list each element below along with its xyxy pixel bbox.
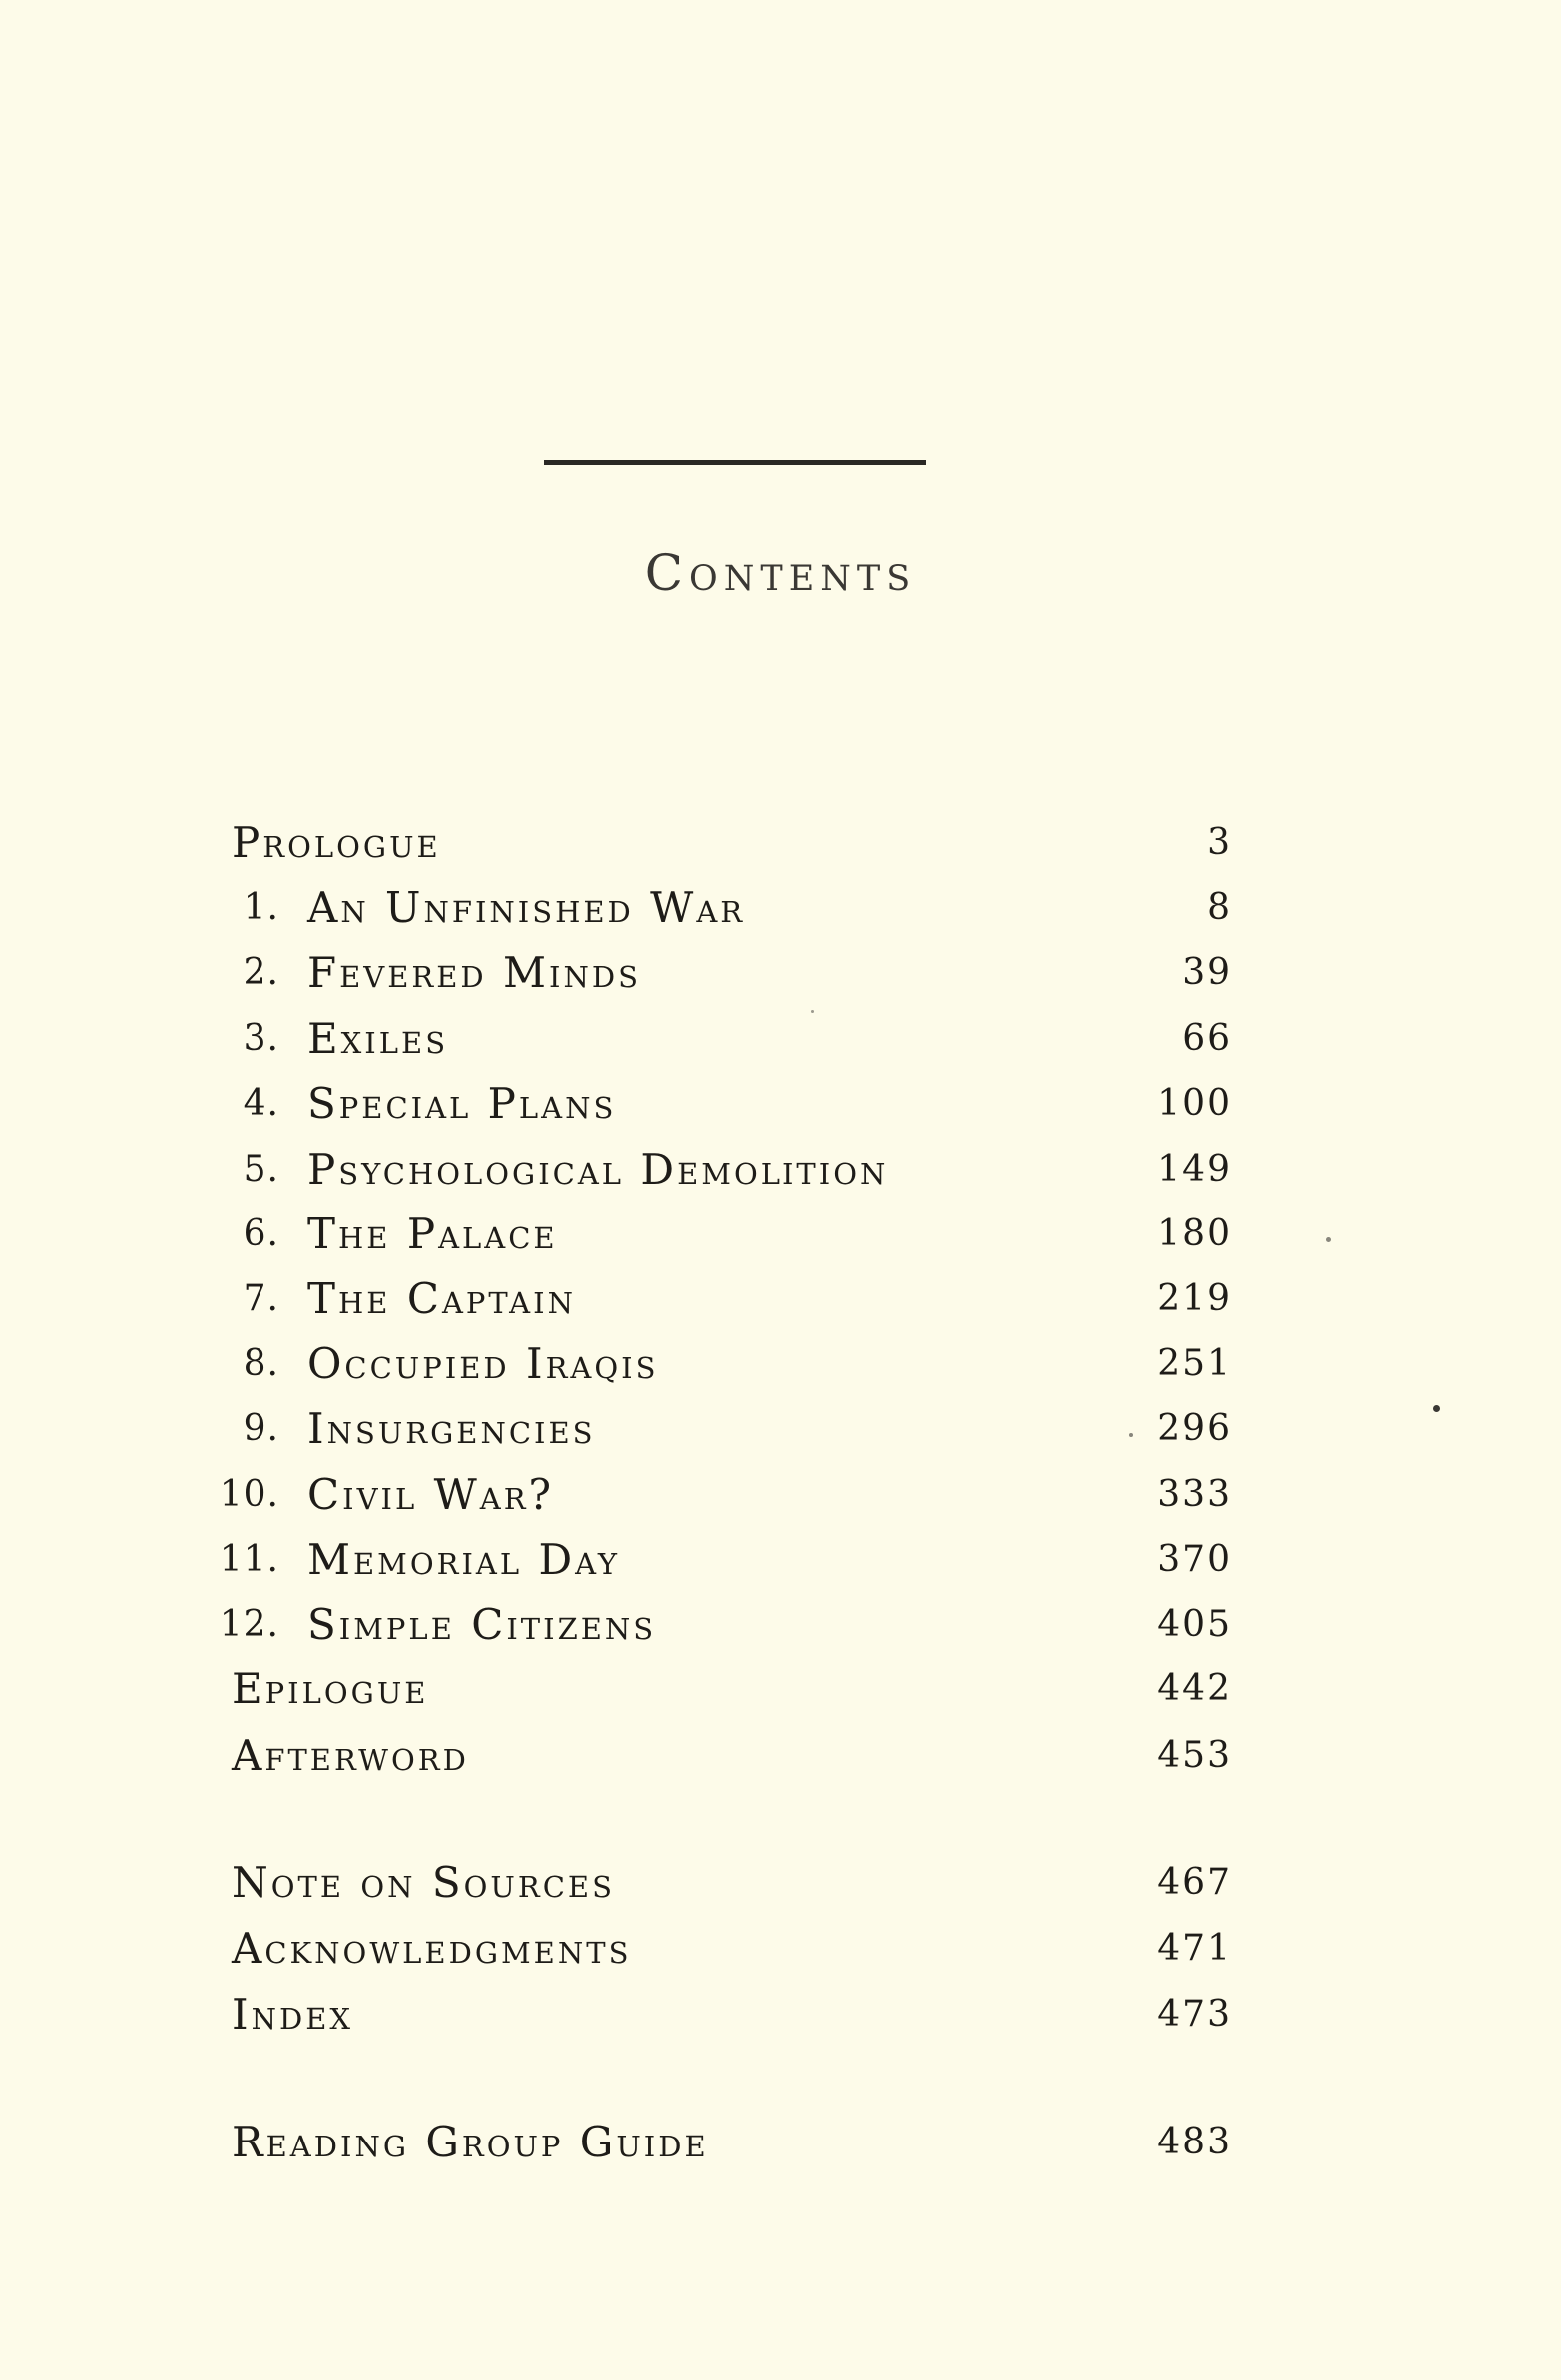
toc-label: Memorial Day bbox=[307, 1535, 621, 1584]
paper-speck bbox=[1326, 1237, 1331, 1242]
toc-label: An Unfinished War bbox=[307, 883, 746, 932]
toc-page-number: 219 bbox=[1157, 1278, 1232, 1319]
toc-entry-reading-group-guide[interactable] bbox=[0, 2113, 1561, 2172]
toc-entry-prologue[interactable] bbox=[0, 813, 1561, 873]
chapter-number: 5. bbox=[243, 1149, 279, 1190]
toc-page-number: 8 bbox=[1207, 887, 1232, 928]
chapter-number: 12. bbox=[219, 1604, 279, 1645]
chapter-number: 10. bbox=[219, 1474, 279, 1515]
paper-speck bbox=[1129, 1433, 1133, 1437]
toc-page-number: 180 bbox=[1157, 1213, 1232, 1254]
toc-entry-chapter-12[interactable] bbox=[0, 1595, 1561, 1655]
toc-page-number: 473 bbox=[1157, 1994, 1232, 2035]
toc-page-number: 39 bbox=[1182, 952, 1232, 993]
toc-entry-chapter-2[interactable] bbox=[0, 943, 1561, 1003]
toc-page-number: 296 bbox=[1157, 1408, 1232, 1449]
toc-label: The Captain bbox=[307, 1274, 576, 1323]
chapter-number: 1. bbox=[243, 887, 279, 928]
toc-page-number: 3 bbox=[1207, 822, 1232, 863]
toc-entry-chapter-3[interactable] bbox=[0, 1009, 1561, 1069]
toc-entry-afterword[interactable] bbox=[0, 1726, 1561, 1786]
toc-entry-note-on-sources[interactable] bbox=[0, 1853, 1561, 1913]
toc-page-number: 100 bbox=[1157, 1083, 1232, 1124]
toc-label: Special Plans bbox=[307, 1079, 617, 1128]
toc-page-number: 333 bbox=[1157, 1474, 1232, 1515]
toc-label: The Palace bbox=[307, 1209, 558, 1258]
chapter-number: 11. bbox=[219, 1539, 279, 1580]
chapter-number: 3. bbox=[243, 1018, 279, 1059]
chapter-number: 6. bbox=[243, 1213, 279, 1254]
toc-page-number: 471 bbox=[1157, 1928, 1232, 1969]
chapter-number: 9. bbox=[243, 1408, 279, 1449]
toc-page-number: 453 bbox=[1157, 1735, 1232, 1776]
toc-entry-chapter-1[interactable] bbox=[0, 878, 1561, 938]
toc-page-number: 66 bbox=[1182, 1018, 1232, 1059]
page-title: Contents bbox=[644, 544, 917, 602]
toc-entry-chapter-5[interactable] bbox=[0, 1140, 1561, 1199]
toc-label: Acknowledgments bbox=[232, 1924, 632, 1973]
toc-label: Note on Sources bbox=[232, 1858, 615, 1907]
toc-page-number: 483 bbox=[1157, 2122, 1232, 2162]
chapter-number: 8. bbox=[243, 1343, 279, 1384]
toc-label: Index bbox=[232, 1990, 354, 2039]
toc-label: Insurgencies bbox=[307, 1404, 596, 1453]
toc-entry-chapter-8[interactable] bbox=[0, 1334, 1561, 1394]
chapter-number: 4. bbox=[243, 1083, 279, 1124]
toc-label: Afterword bbox=[232, 1731, 469, 1780]
toc-page-number: 442 bbox=[1157, 1668, 1232, 1709]
toc-entry-epilogue[interactable] bbox=[0, 1660, 1561, 1719]
toc-label: Exiles bbox=[307, 1014, 449, 1063]
toc-page-number: 405 bbox=[1157, 1604, 1232, 1645]
toc-label: Occupied Iraqis bbox=[307, 1339, 659, 1388]
toc-label: Fevered Minds bbox=[307, 948, 641, 997]
chapter-number: 2. bbox=[243, 952, 279, 993]
chapter-number: 7. bbox=[243, 1278, 279, 1319]
toc-entry-index[interactable] bbox=[0, 1985, 1561, 2045]
toc-page-number: 251 bbox=[1157, 1343, 1232, 1384]
toc-label: Reading Group Guide bbox=[232, 2118, 709, 2166]
toc-label: Epilogue bbox=[232, 1665, 429, 1713]
toc-entry-chapter-11[interactable] bbox=[0, 1530, 1561, 1590]
toc-entry-chapter-10[interactable] bbox=[0, 1465, 1561, 1525]
toc-page-number: 370 bbox=[1157, 1539, 1232, 1580]
toc-entry-acknowledgments[interactable] bbox=[0, 1919, 1561, 1979]
paper-speck bbox=[1433, 1405, 1440, 1412]
toc-label: Civil War? bbox=[307, 1470, 555, 1519]
toc-entry-chapter-6[interactable] bbox=[0, 1204, 1561, 1264]
toc-label: Psychological Demolition bbox=[307, 1145, 889, 1193]
toc-entry-chapter-4[interactable] bbox=[0, 1074, 1561, 1134]
toc-page-number: 467 bbox=[1157, 1862, 1232, 1903]
toc-entry-chapter-7[interactable] bbox=[0, 1269, 1561, 1329]
toc-page-number: 149 bbox=[1157, 1149, 1232, 1190]
toc-entry-chapter-9[interactable] bbox=[0, 1399, 1561, 1459]
toc-label: Simple Citizens bbox=[307, 1600, 657, 1649]
paper-speck bbox=[811, 1010, 814, 1013]
toc-label: Prologue bbox=[232, 818, 441, 867]
